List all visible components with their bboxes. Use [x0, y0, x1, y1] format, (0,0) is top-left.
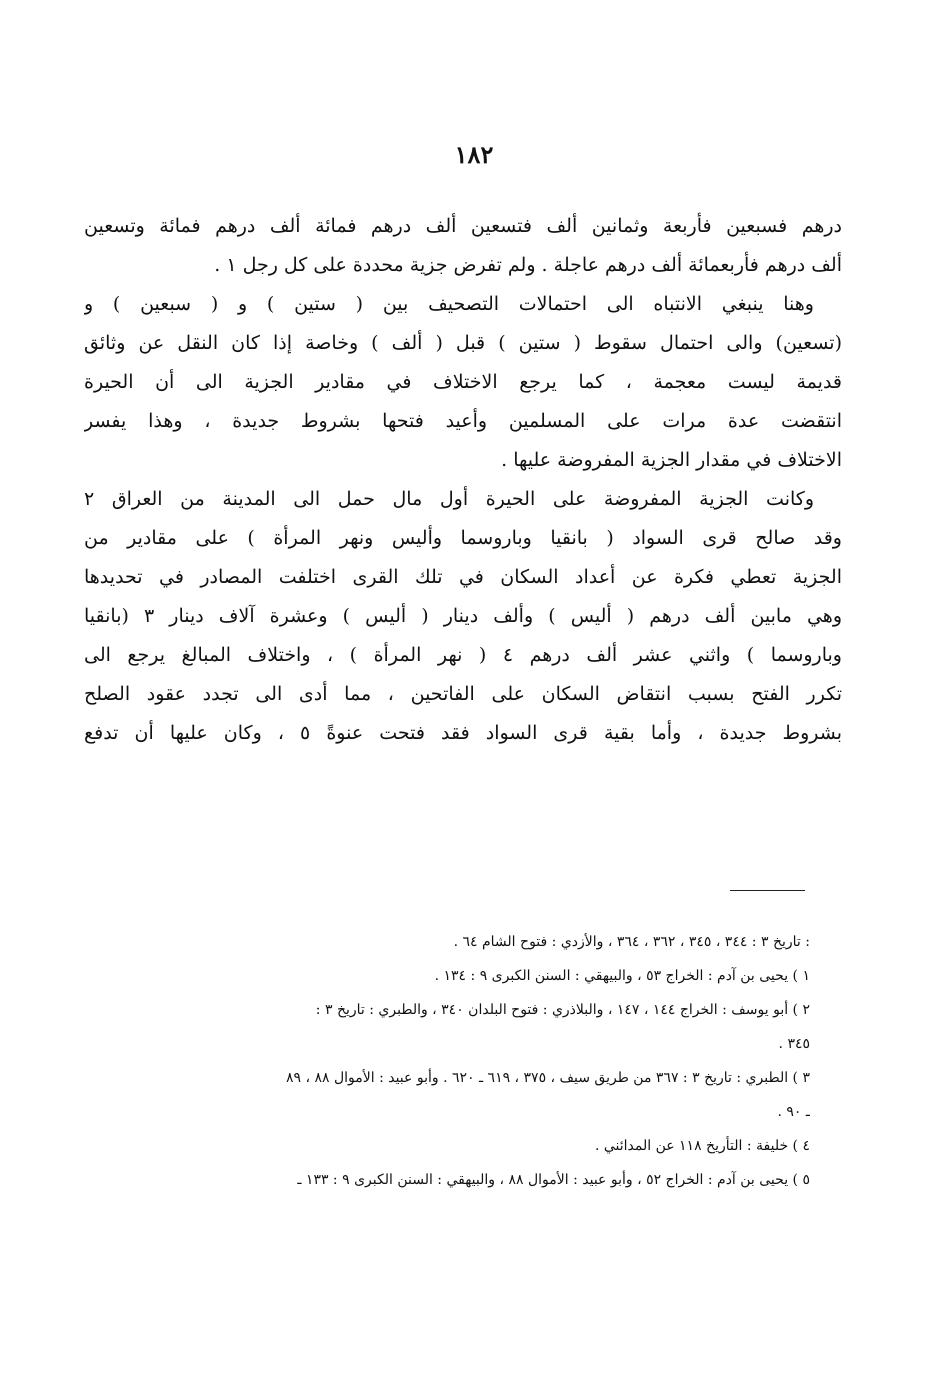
body-line: الاختلاف في مقدار الجزية المفروضة عليها .: [501, 449, 842, 471]
footnote: : تاريخ ٣ : ٣٤٤ ، ٣٤٥ ، ٣٦٢ ، ٣٦٤ ، والأزدي : فتوح الشام ٦٤ .: [453, 934, 810, 950]
footnote: ٥ ) يحيى بن آدم : الخراج ٥٢ ، وأبو عبيد : الأموال ٨٨ ، والبيهقي : السنن الكبرى ٩ : ١٣٣ ـ: [297, 1172, 810, 1188]
footnote-separator: [730, 890, 805, 891]
body-line: ألف درهم فأربعمائة ألف درهم عاجلة . ولم تفرض جزية محددة على كل رجل ١ .: [214, 254, 842, 276]
body-text: [84, 207, 842, 753]
body-line: الجزية تعطي فكرة عن أعداد السكان في تلك القرى اختلفت المصادر في تحديدها: [84, 566, 842, 588]
body-line: وباروسما ) واثني عشر ألف درهم ٤ ( نهر المرأة ) ، واختلاف المبالغ يرجع الى: [84, 644, 842, 666]
footnote-continuation: ٣٤٥ .: [778, 1036, 810, 1052]
body-line: درهم فسبعين فأربعة وثمانين ألف فتسعين ألف درهم فمائة ألف درهم فمائة وتسعين: [84, 215, 842, 237]
body-line: وهنا ينبغي الانتباه الى احتمالات التصحيف بين ( ستين ) و ( سبعين ) و: [84, 293, 814, 315]
body-line: بشروط جديدة ، وأما بقية قرى السواد فقد فتحت عنوةً ٥ ، وكان عليها أن تدفع: [84, 722, 842, 744]
body-line: قديمة ليست معجمة ، كما يرجع الاختلاف في مقادير الجزية الى أن الحيرة: [84, 371, 842, 393]
body-line: تكرر الفتح بسبب انتقاض السكان على الفاتحين ، مما أدى الى تجدد عقود الصلح: [84, 683, 842, 705]
body-line: (تسعين) والى احتمال سقوط ( ستين ) قبل ( ألف ) وخاصة إذا كان النقل عن وثائق: [84, 332, 842, 354]
footnote: ٤ ) خليفة : التأريخ ١١٨ عن المدائني .: [594, 1138, 810, 1154]
body-line: وكانت الجزية المفروضة على الحيرة أول مال حمل الى المدينة من العراق ٢: [84, 488, 814, 510]
footnote: ٢ ) أبو يوسف : الخراج ١٤٤ ، ١٤٧ ، والبلاذري : فتوح البلدان ٣٤٠ ، والطبري : تاريخ ٣ :: [315, 1002, 810, 1018]
body-line: وقد صالح قرى السواد ( بانقيا وباروسما وأليس ونهر المرأة ) على مقادير من: [84, 527, 842, 549]
body-line: وهي مابين ألف درهم ( أليس ) وألف دينار ( أليس ) وعشرة آلاف دينار ٣ (بانقيا: [84, 605, 842, 627]
page-number: ١٨٢: [454, 140, 494, 169]
footnote: ٣ ) الطبري : تاريخ ٣ : ٣٦٧ من طريق سيف ، ٣٧٥ ، ٦١٩ ـ ٦٢٠ . وأبو عبيد : الأموال ٨٨ ، ٨٩: [285, 1070, 810, 1086]
body-line: انتقضت عدة مرات على المسلمين وأعيد فتحها بشروط جديدة ، وهذا يفسر: [84, 410, 842, 432]
footnote-continuation: ـ ٩٠ .: [777, 1104, 810, 1120]
footnote: ١ ) يحيى بن آدم : الخراج ٥٣ ، والبيهقي : السنن الكبرى ٩ : ١٣٤ .: [434, 968, 810, 984]
footnotes: [120, 925, 810, 1197]
